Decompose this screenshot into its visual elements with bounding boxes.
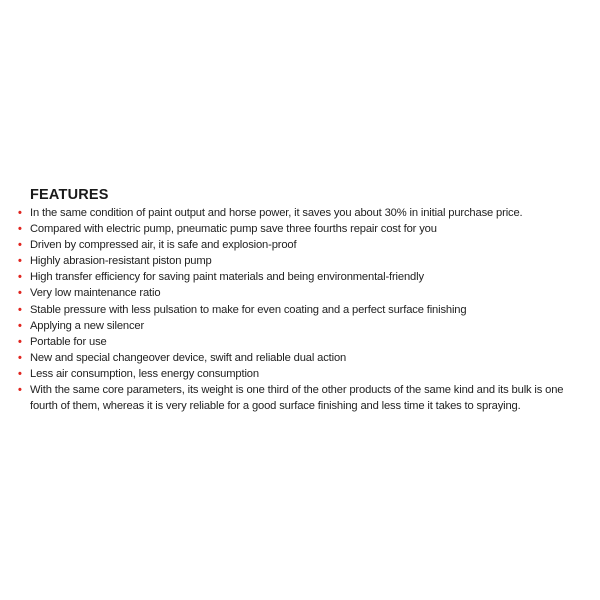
bullet-icon: • xyxy=(18,384,22,397)
feature-item xyxy=(18,253,588,269)
feature-item xyxy=(18,221,588,237)
features-section xyxy=(18,186,588,414)
bullet-icon: • xyxy=(18,319,22,332)
feature-item xyxy=(18,382,588,414)
feature-item xyxy=(18,237,588,253)
feature-item xyxy=(18,205,588,221)
feature-text: In the same condition of paint output and horse power, it saves you about 30% in initial purchase price. xyxy=(30,207,523,219)
feature-item xyxy=(18,318,588,334)
feature-item xyxy=(18,302,588,318)
bullet-icon: • xyxy=(18,335,22,348)
feature-text: Stable pressure with less pulsation to make for even coating and a perfect surface finishing xyxy=(30,303,467,316)
feature-item xyxy=(18,285,588,301)
bullet-icon: • xyxy=(18,351,22,364)
feature-text: Compared with electric pump, pneumatic pump save three fourths repair cost for you xyxy=(30,223,437,236)
bullet-icon: • xyxy=(18,255,22,268)
bullet-icon: • xyxy=(18,287,22,300)
bullet-icon: • xyxy=(18,271,22,284)
feature-text: High transfer efficiency for saving paint materials and being environmental-friendly xyxy=(30,271,424,284)
feature-item xyxy=(18,366,588,382)
feature-text: New and special changeover device, swift and reliable dual action xyxy=(30,351,347,364)
feature-text: Very low maintenance ratio xyxy=(30,287,161,300)
bullet-icon: • xyxy=(18,239,22,252)
feature-text: Applying a new silencer xyxy=(30,319,145,332)
features-heading: FEATURES xyxy=(30,187,109,203)
bullet-icon: • xyxy=(18,367,22,380)
feature-text: Portable for use xyxy=(30,335,107,348)
feature-list xyxy=(18,205,588,414)
feature-item xyxy=(18,269,588,285)
feature-item xyxy=(18,334,588,350)
feature-text: Less air consumption, less energy consumption xyxy=(30,367,259,380)
feature-text: With the same core parameters, its weight is one third of the other products of the same kind and its bulk is one fourth of them, whereas it is very reliable for a good surface finishing and less time it takes to spraying. xyxy=(30,384,564,413)
bullet-icon: • xyxy=(18,303,22,316)
bullet-icon: • xyxy=(18,207,22,219)
feature-text: Driven by compressed air, it is safe and explosion-proof xyxy=(30,239,297,252)
feature-item xyxy=(18,350,588,366)
bullet-icon: • xyxy=(18,223,22,236)
feature-text: Highly abrasion-resistant piston pump xyxy=(30,255,212,268)
